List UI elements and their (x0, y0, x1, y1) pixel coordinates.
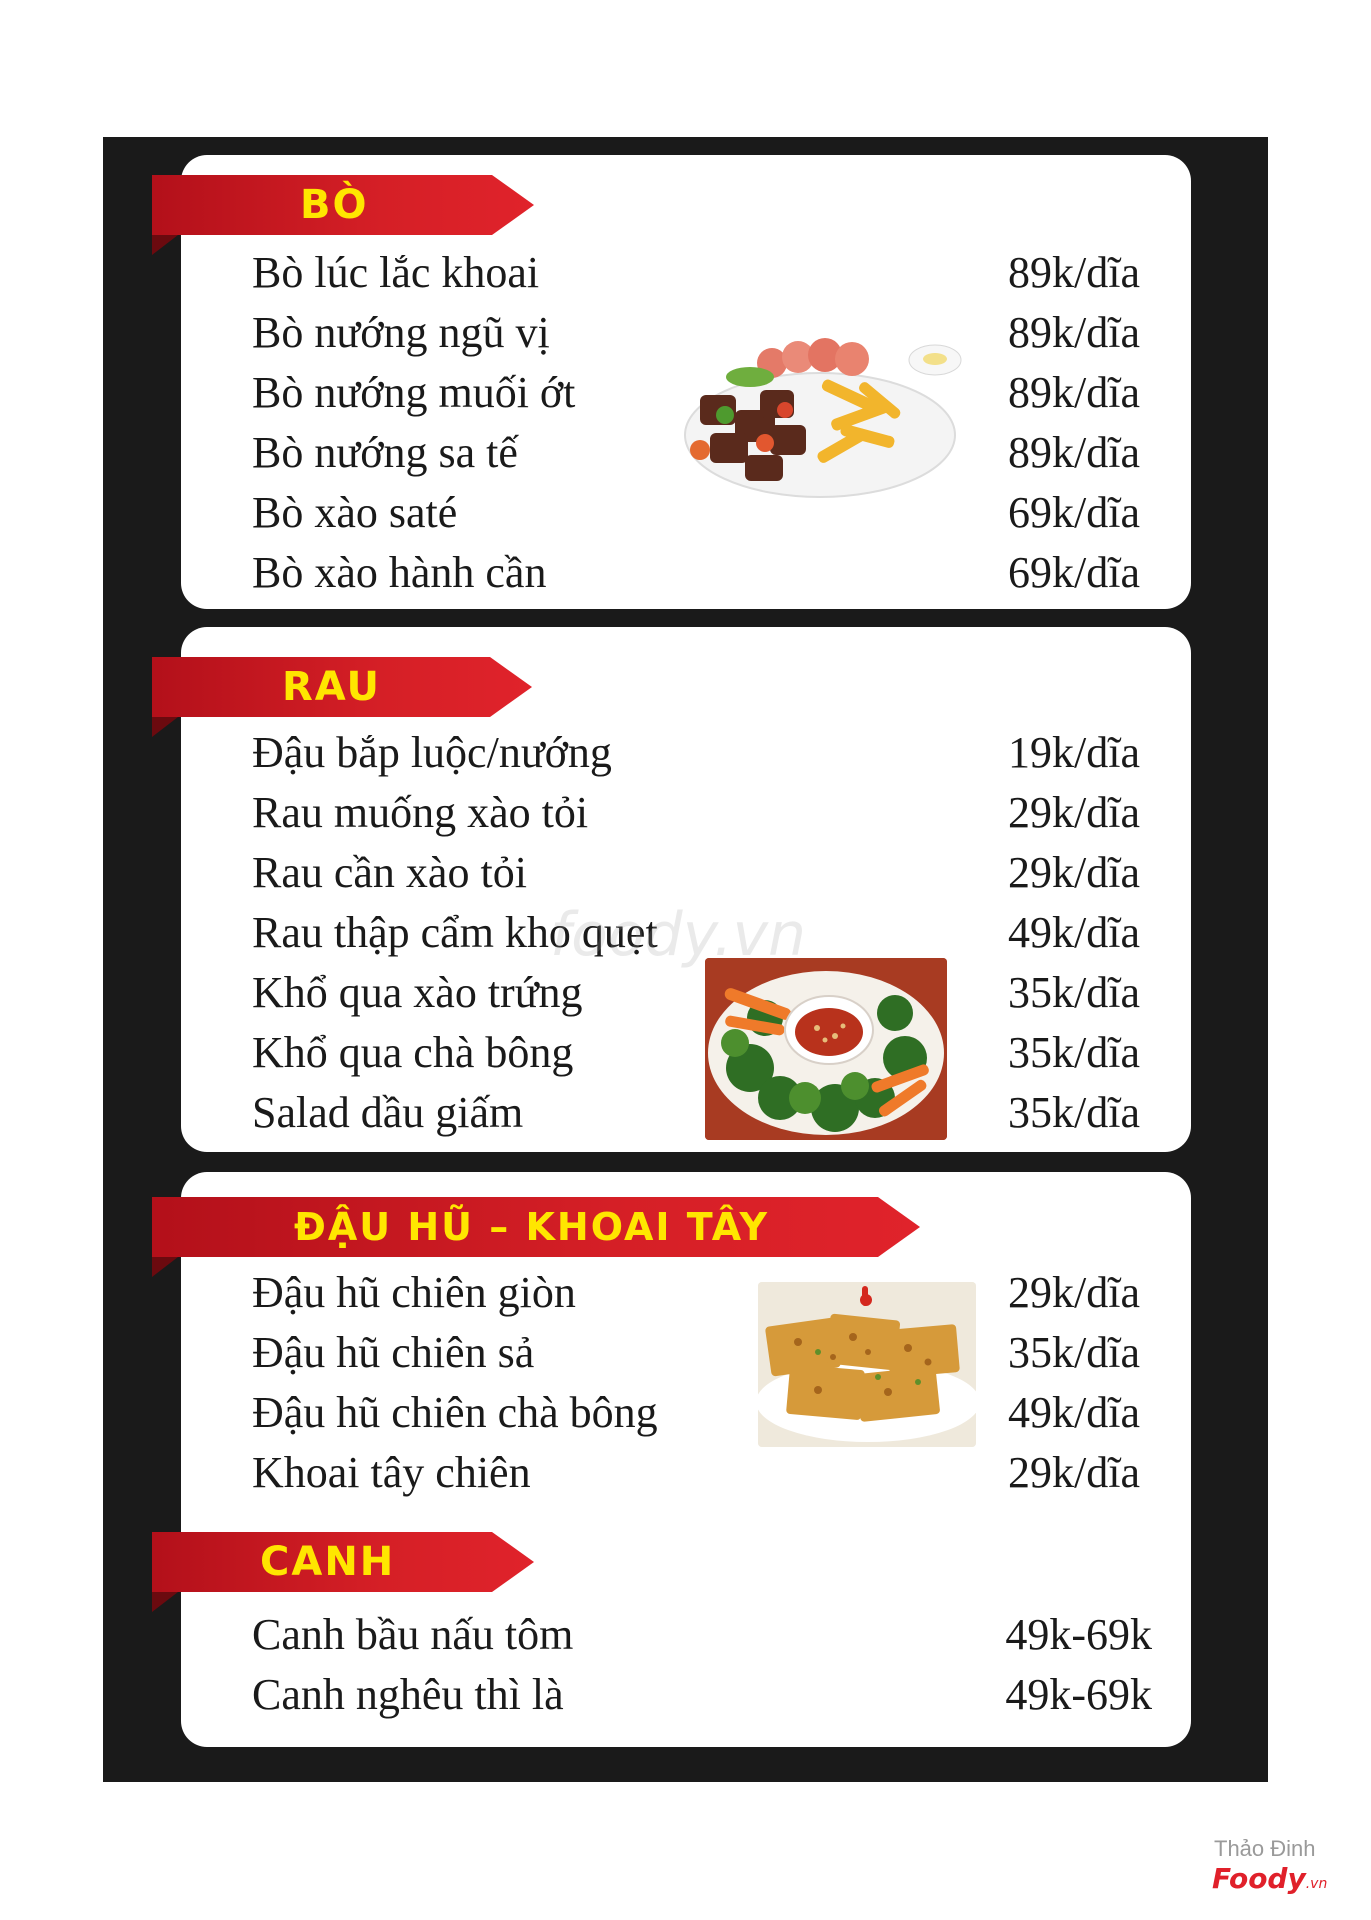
item-price: 69k/dĩa (1008, 488, 1140, 537)
item-name: Khổ qua xào trứng (252, 968, 583, 1017)
menu-item (252, 1263, 1140, 1323)
item-price: 35k/dĩa (1008, 1028, 1140, 1077)
item-price: 89k/dĩa (1008, 368, 1140, 417)
section-banner-rau (152, 657, 532, 717)
menu-item (252, 303, 1140, 363)
foody-logo (1212, 1862, 1327, 1895)
menu-item (252, 783, 1140, 843)
item-name: Đậu hũ chiên chà bông (252, 1388, 658, 1437)
item-price: 29k/dĩa (1008, 788, 1140, 837)
item-name: Đậu hũ chiên sả (252, 1328, 535, 1377)
menu-item (252, 963, 1140, 1023)
item-name: Bò nướng muối ớt (252, 368, 576, 417)
section-title: CANH (260, 1539, 396, 1585)
item-price: 89k/dĩa (1008, 248, 1140, 297)
item-name: Khổ qua chà bông (252, 1028, 574, 1077)
item-name: Đậu bắp luộc/nướng (252, 728, 612, 777)
menu-item (252, 1083, 1140, 1143)
item-name: Rau muống xào tỏi (252, 788, 589, 837)
item-price: 35k/dĩa (1008, 968, 1140, 1017)
menu-item (252, 1665, 1152, 1725)
menu-item (252, 543, 1140, 603)
menu-item (252, 1383, 1140, 1443)
menu-item (252, 243, 1140, 303)
uploader-name: Thảo Đinh (1214, 1836, 1316, 1861)
item-name: Rau cần xào tỏi (252, 848, 527, 897)
item-name: Bò lúc lắc khoai (252, 248, 540, 297)
item-name: Canh nghêu thì là (252, 1670, 564, 1719)
item-name: Bò xào saté (252, 488, 458, 537)
item-name: Salad dầu giấm (252, 1088, 524, 1137)
section-title: RAU (282, 664, 382, 710)
menu-item (252, 1323, 1140, 1383)
item-price: 35k/dĩa (1008, 1328, 1140, 1377)
item-price: 19k/dĩa (1008, 728, 1140, 777)
foody-logo-suffix: .vn (1305, 1876, 1328, 1892)
menu-item (252, 723, 1140, 783)
item-name: Bò nướng ngũ vị (252, 308, 550, 357)
item-name: Bò nướng sa tế (252, 428, 518, 477)
section-title: BÒ (300, 182, 369, 228)
item-name: Rau thập cẩm kho quẹt (252, 908, 658, 957)
section-banner-canh (152, 1532, 534, 1592)
item-price: 49k-69k (1005, 1670, 1152, 1719)
item-price: 49k/dĩa (1008, 1388, 1140, 1437)
foody-watermark: foody.vn (550, 900, 807, 970)
menu-item (252, 1023, 1140, 1083)
item-price: 29k/dĩa (1008, 848, 1140, 897)
item-price: 29k/dĩa (1008, 1268, 1140, 1317)
menu-item (252, 1443, 1140, 1503)
menu-item (252, 363, 1140, 423)
item-price: 49k-69k (1005, 1610, 1152, 1659)
item-name: Canh bầu nấu tôm (252, 1610, 574, 1659)
item-name: Khoai tây chiên (252, 1448, 531, 1497)
item-price: 89k/dĩa (1008, 308, 1140, 357)
menu-item (252, 483, 1140, 543)
menu-item (252, 423, 1140, 483)
foody-logo-text: Foody (1212, 1862, 1306, 1895)
section-banner-dauhu-khoaitay (152, 1197, 920, 1257)
item-price: 29k/dĩa (1008, 1448, 1140, 1497)
menu-item (252, 1605, 1152, 1665)
section-title: ĐẬU HŨ – KHOAI TÂY (294, 1205, 770, 1249)
item-name: Đậu hũ chiên giòn (252, 1268, 576, 1317)
item-price: 49k/dĩa (1008, 908, 1140, 957)
item-price: 69k/dĩa (1008, 548, 1140, 597)
menu-item (252, 843, 1140, 903)
item-price: 35k/dĩa (1008, 1088, 1140, 1137)
item-name: Bò xào hành cần (252, 548, 547, 597)
section-banner-bo (152, 175, 534, 235)
item-price: 89k/dĩa (1008, 428, 1140, 477)
